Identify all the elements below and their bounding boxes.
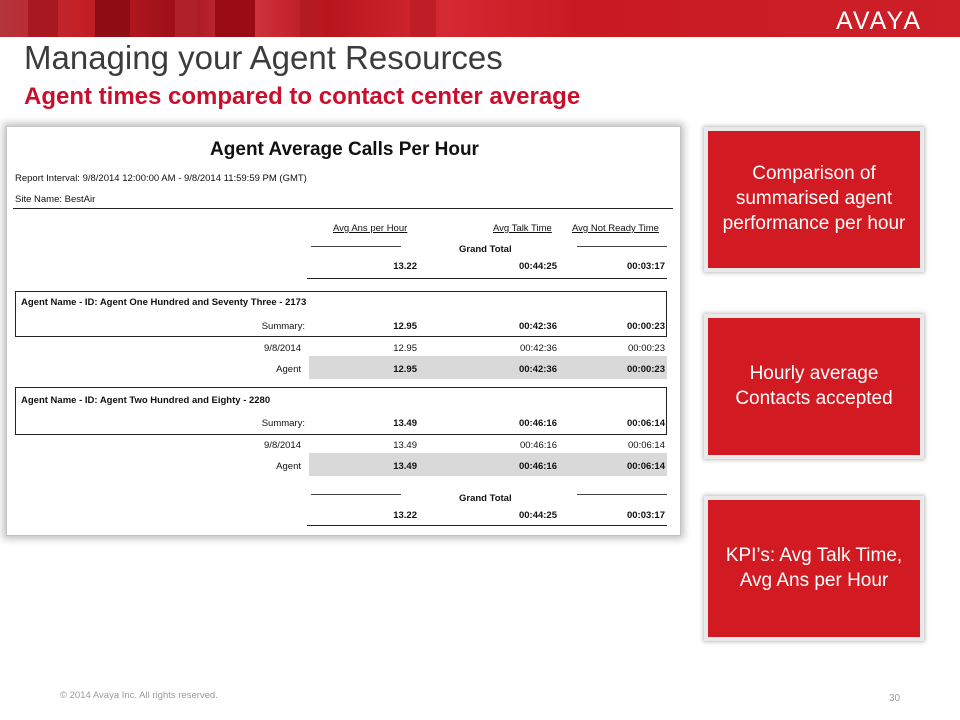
grand-total-label: Grand Total: [459, 493, 512, 504]
date-value: 00:06:14: [628, 440, 665, 451]
date-value: 12.95: [393, 343, 417, 354]
callout-hourly-average: [704, 314, 924, 459]
summary-value: 00:46:16: [518, 418, 557, 429]
agent-value: 13.49: [393, 461, 417, 472]
copyright: © 2014 Avaya Inc. All rights reserved.: [60, 690, 218, 701]
date-value: 00:46:16: [520, 440, 557, 451]
grand-total-value: 00:44:25: [518, 261, 557, 272]
date-label: 9/8/2014: [264, 440, 301, 451]
column-header-avg-ans: Avg Ans per Hour: [333, 223, 408, 234]
divider: [311, 494, 401, 495]
report-interval: Report Interval: 9/8/2014 12:00:00 AM - 9/8/2014 11:59:59 PM (GMT): [15, 173, 307, 184]
column-header-avg-not-ready: Avg Not Ready Time: [572, 223, 659, 234]
summary-value: 00:42:36: [518, 321, 557, 332]
summary-value: 00:06:14: [626, 418, 665, 429]
banner-stripe: [28, 0, 58, 37]
summary-value: 12.95: [393, 321, 417, 332]
report-screenshot: [6, 126, 681, 536]
page-title: Managing your Agent Resources: [24, 39, 503, 76]
banner-stripe: [95, 0, 130, 37]
agent-name: Agent Name - ID: Agent Two Hundred and Eighty - 2280: [21, 395, 271, 406]
avaya-logo: AVAYA: [836, 7, 922, 35]
agent-value: 00:06:14: [626, 461, 665, 472]
date-value: 13.49: [393, 440, 417, 451]
callout-text: Hourly average Contacts accepted: [735, 362, 893, 409]
agent-value: 00:42:36: [518, 364, 557, 375]
column-header-avg-talk: Avg Talk Time: [493, 223, 552, 234]
divider: [307, 278, 667, 279]
grand-total-value: 13.22: [393, 261, 417, 272]
callout-text: Comparison of summarised agent performance per hour: [722, 163, 906, 234]
grand-total-value: 00:03:17: [626, 510, 665, 521]
agent-label: Agent: [276, 461, 301, 472]
page-number: 30: [889, 693, 901, 704]
banner-stripe: [300, 0, 318, 37]
date-value: 00:42:36: [520, 343, 557, 354]
top-banner: [0, 0, 960, 37]
callout-kpis: [704, 496, 924, 641]
agent-name: Agent Name - ID: Agent One Hundred and Seventy Three - 2173: [21, 297, 307, 308]
agent-value: 00:00:23: [626, 364, 665, 375]
agent-value: 12.95: [393, 364, 417, 375]
callout-comparison: [704, 127, 924, 272]
callout-text: KPI’s: Avg Talk Time, Avg Ans per Hour: [725, 544, 903, 591]
summary-label: Summary:: [261, 321, 305, 332]
divider: [577, 494, 667, 495]
summary-value: 13.49: [393, 418, 417, 429]
banner-stripe: [410, 0, 436, 37]
grand-total-value: 00:44:25: [518, 510, 557, 521]
banner-stripe: [175, 0, 197, 37]
agent-value: 00:46:16: [518, 461, 557, 472]
banner-stripe: [215, 0, 255, 37]
divider: [13, 208, 673, 209]
grand-total-label: Grand Total: [459, 244, 512, 255]
report-site: Site Name: BestAir: [15, 194, 96, 205]
agent-label: Agent: [276, 364, 301, 375]
divider: [311, 246, 401, 247]
summary-label: Summary:: [261, 418, 305, 429]
date-label: 9/8/2014: [264, 343, 301, 354]
divider: [307, 525, 667, 526]
grand-total-value: 13.22: [393, 510, 417, 521]
page-subtitle: Agent times compared to contact center average: [24, 83, 581, 110]
summary-value: 00:00:23: [626, 321, 665, 332]
divider: [577, 246, 667, 247]
report-title: Agent Average Calls Per Hour: [210, 139, 479, 160]
date-value: 00:00:23: [628, 343, 665, 354]
grand-total-value: 00:03:17: [626, 261, 665, 272]
